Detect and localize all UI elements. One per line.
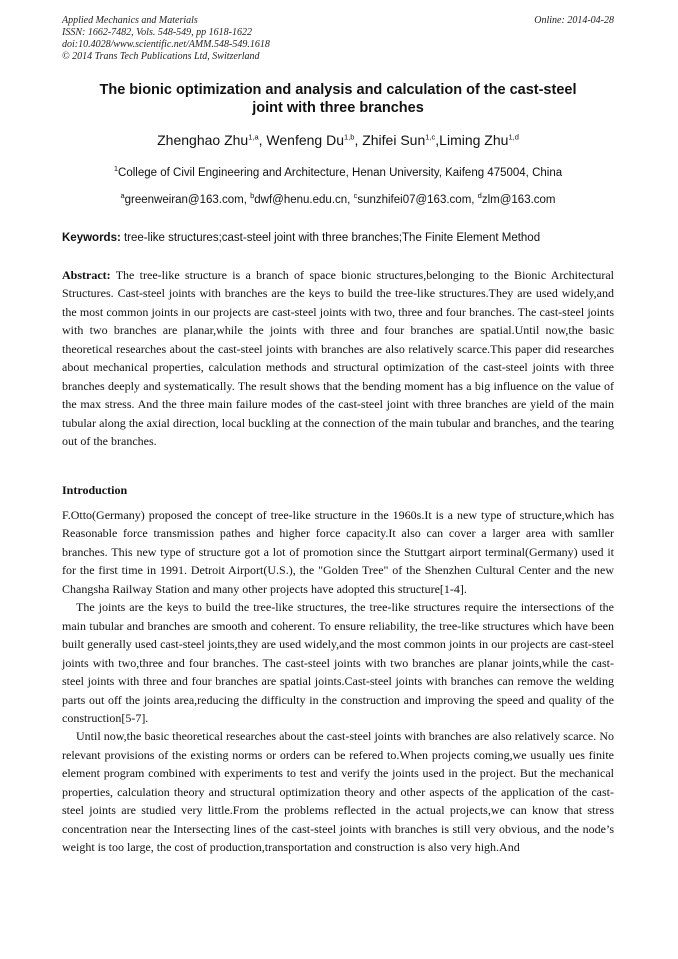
- author-sep: ,: [258, 132, 267, 148]
- email-address: greenweiran@163.com: [124, 194, 244, 206]
- author-name: Liming Zhu: [439, 132, 509, 148]
- author-sep: ,: [354, 132, 363, 148]
- email-list: [62, 193, 614, 208]
- abstract-label: Abstract:: [62, 268, 111, 282]
- email-sep: ,: [347, 194, 354, 206]
- paragraph: The joints are the keys to build the tree-like structures, the tree-like structures require the intersections of the main tubular and branches are smooth and coherent. To ensure reliability, the tree-like structures which have been built generally used cast-steel joints,they are used widely,and the most common joints in our projects are cast-steel joints with two,three and four branches. The cast-steel joints with two branches are planar joints,while the cast-steel joints with three and four branches are spatial joints.Cast-steel joints with branches can remove the welding parts out off the joints area,reducing the difficulty in the construction and improving the speed and quality of the construction[5-7].: [62, 600, 614, 725]
- author-affil-mark: 1,c: [425, 132, 436, 142]
- affiliation-mark: 1: [113, 164, 119, 174]
- paragraph: F.Otto(Germany) proposed the concept of tree-like structure in the 1960s.It is a new type of structure,which has Reasonable force transmission pathes and higher force capacity.It also can cover a larger area with samller branches. This new type of structure got a lot of promotion since the Stuttgart airport terminal(Germany) used it for the first time in 1991. Detroit Airport(U.S.), the "Golden Tree" of the Shenzhen Cultural Center and the new Changsha Railway Station and many other projects have adopted this structure[1-4].: [62, 508, 614, 596]
- paragraph: Until now,the basic theoretical researches about the cast-steel joints with branches are also relatively scarce. No relevant provisions of the existing norms or orders can be refered to.When projects coming,we usually ues finite element program combined with experiments to test and verify the joints used in the project. But the mechanical properties, calculation theory and structural optimization theory and other aspects of the application of the cast-steel joints are studied very little.From the problems reflected in the actual projects,we can know that stress concentration near the Intersecting lines of the cast-steel joints with branches is still very obvious, and the node’s weight is too large, the cost of production,transportation and construction is also very high.And: [62, 729, 614, 855]
- abstract: [62, 266, 614, 451]
- email-address: zlm@163.com: [481, 194, 556, 206]
- author-affil-mark: 1,b: [344, 132, 355, 142]
- affiliation: [62, 166, 614, 181]
- issn-line: ISSN: 1662-7482, Vols. 548-549, pp 1618-1622: [62, 27, 252, 38]
- email-sep: ,: [243, 194, 251, 206]
- email-mark: a: [120, 191, 125, 201]
- author-name: Wenfeng Du: [266, 132, 344, 148]
- author-affil-mark: 1,d: [508, 132, 519, 142]
- introduction-body: [62, 506, 614, 857]
- keywords-text: tree-like structures;cast-steel joint with three branches;The Finite Element Method: [120, 232, 541, 244]
- affiliation-text: College of Civil Engineering and Architecture, Henan University, Kaifeng 475004, China: [118, 167, 563, 179]
- title-line-2: joint with three branches: [252, 100, 424, 116]
- author-list: [62, 131, 614, 149]
- doi-line: doi:10.4028/www.scientific.net/AMM.548-549.1618: [62, 39, 270, 50]
- keywords-label: Keywords:: [62, 232, 121, 244]
- abstract-text: The tree-like structure is a branch of space bionic structures,belonging to the Bionic Architectural Structures. Cast-steel joints with branches are the keys to build the tree-like structures.They are used widely,and the most common joints in our projects are cast-steel joints with two, three and four branches. The cast-steel joints with two branches are planar,while the joints with three and four branches are spatial.Until now,the basic theoretical researches about the cast-steel joints with branches are also relatively scarce.This paper did researches about mechanical properties, calculation methods and structural optimization of the cast-steel joints with three branches deeply and systematically. The result shows that the bending moment has a big influence on the value of the max stress. And the three main failure modes of the cast-steel joint with three branches are yield of the main tubular along the axial direction, local buckling at the connection of the main tubular and branches, and the tearing out of the branches.: [62, 268, 614, 449]
- copyright-line: © 2014 Trans Tech Publications Ltd, Switzerland: [62, 51, 260, 62]
- email-mark: d: [477, 191, 482, 201]
- email-address: dwf@henu.edu.cn: [254, 194, 348, 206]
- email-mark: b: [250, 191, 255, 201]
- author-affil-mark: 1,a: [248, 132, 259, 142]
- email-address: sunzhifei07@163.com: [357, 194, 472, 206]
- author-name: Zhifei Sun: [362, 132, 426, 148]
- journal-header: [62, 15, 614, 63]
- online-date: Online: 2014-04-28: [534, 15, 614, 26]
- author-sep: ,: [435, 132, 440, 148]
- author-name: Zhenghao Zhu: [157, 132, 249, 148]
- email-sep: ,: [471, 194, 478, 206]
- journal-name: Applied Mechanics and Materials: [62, 15, 198, 26]
- email-mark: c: [353, 191, 358, 201]
- keywords: [62, 231, 614, 246]
- title-line-1: The bionic optimization and analysis and calculation of the cast-steel: [99, 82, 577, 98]
- paper-title: [62, 81, 614, 117]
- introduction-heading: Introduction: [62, 483, 128, 497]
